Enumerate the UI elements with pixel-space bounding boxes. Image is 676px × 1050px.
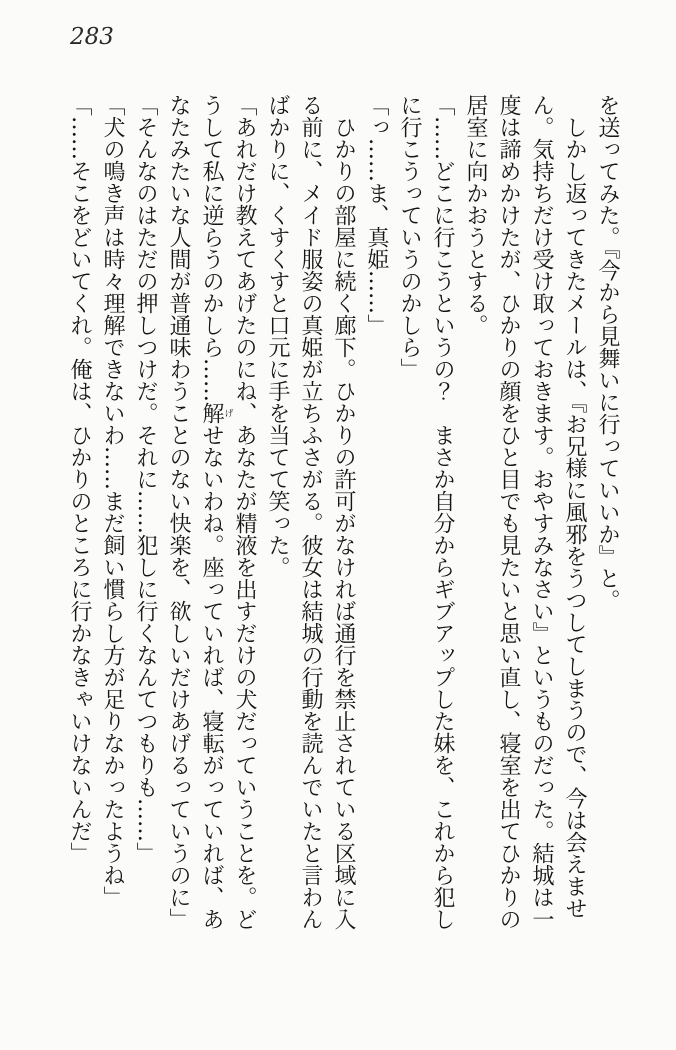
paragraph: 「あれだけ教えてあげたのにね、あなたが精液を出すだけの犬だっていうことを。どうして私に逆らうのかしら……解げせないわね。座っていれば、寝転がっていれば、あなたみたいな人間が普通味わうことのない快楽を、欲しいだけあげるっていうのに」 [166,94,257,930]
paragraph: 「犬の鳴き声は時々理解できないわ……まだ飼い慣らし方が足りなかったようね」 [100,94,125,908]
paragraph: 「……どこに行こうというの？ まさか自分からギブアップした妹を、これから犯しに行こうっていうのかしら」 [397,94,455,930]
novel-text-block [63,94,624,932]
paragraph: 「……そこをどいてくれ。俺は、ひかりのところに行かなきゃいけないんだ」 [67,94,92,864]
page-number: 283 [70,24,114,50]
paragraph: しかし返ってきたメールは、『お兄様に風邪をうつしてしまうので、今は会えません。気持ちだけ受け取っておきます。おやすみなさい』というものだった。結城は一度は諦めかけたが、ひかりの顔をひと目でも見たいと思い直し、寝室を出てひかりの居室に向かおうとする。 [463,94,587,930]
paragraph: ひかりの部屋に続く廊下。ひかりの許可がなければ通行を禁止されている区域に入る前に、メイド服姿の真姫が立ちふさがる。彼女は結城の行動を読んでいたと言わんばかりに、くすくすと口元に手を当てて笑った。 [265,94,356,930]
paragraph: 「そんなのはただの押しつけだ。それに……犯しに行くなんてつもりも……」 [133,94,158,864]
furigana: 解げ [199,402,233,424]
paragraph: を送ってみた。『今から見舞いに行っていいか』と。 [595,94,620,611]
paragraph: 「っ……ま、真姫……」 [364,94,389,336]
